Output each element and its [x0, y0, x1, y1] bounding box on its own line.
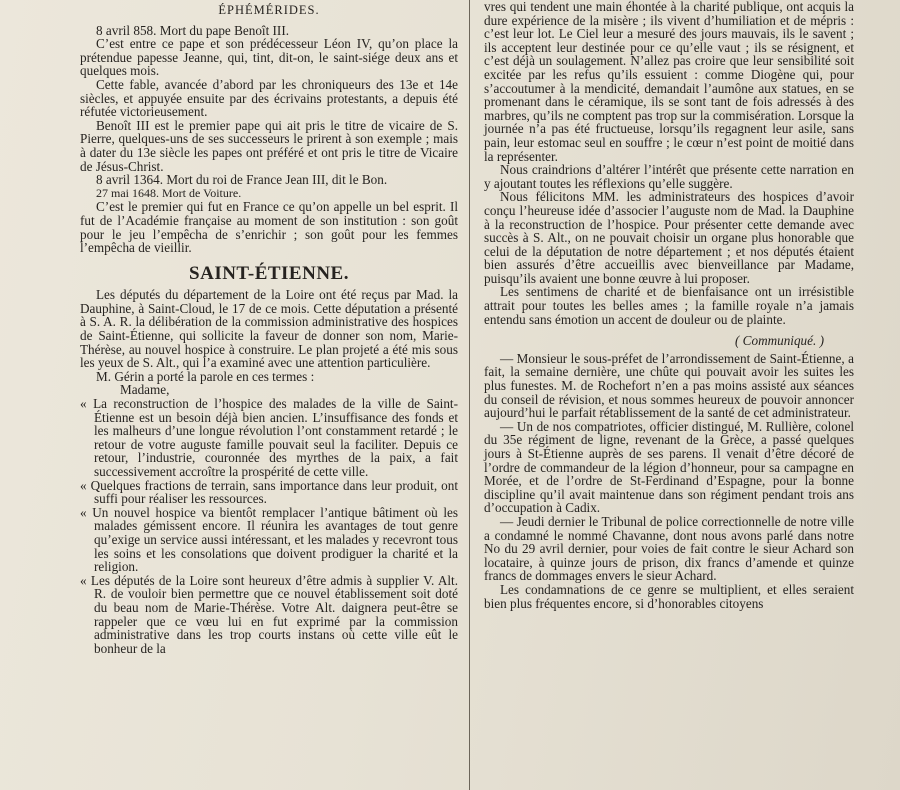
column-divider	[469, 0, 470, 790]
article-paragraph: Les sentimens de charité et de bienfaisance ont un irrésistible attrait pour toutes les belles ames ; la famille royale n’a jamais entendu sans émotion un accent de douleur ou de plainte.	[484, 284, 854, 327]
signature: ( Communiqué. )	[734, 333, 824, 349]
article-intro: Les députés du département de la Loire ont été reçus par Mad. la Dauphine, à Saint-Cloud, le 17 de ce mois. Cette députation a présenté à S. A. R. la délibération de la commission administrative des hospices de Saint-Étienne, qui sollicite la faveur de donner son nom, Marie-Thérèse, au nouvel hospice à construire. Le plan projeté a été mis sous les yeux de S. Alt., qui l’a examiné avec une attention particulière.	[80, 287, 458, 371]
quote-paragraph: « La reconstruction de l’hospice des malades de la ville de Saint-Étienne est un besoin déjà bien ancien. L’insuffisance des fonds et les malheurs d’une longue révolution l’ont constamment retardé ; le retour de votre auguste famille pouvait seul la faciliter. Depuis ce retour, l’industrie, couronnée des myrthes de la paix, a fait successivement accroître la prospérité de cette ville.	[94, 397, 458, 479]
article-paragraph: Nous félicitons MM. les administrateurs des hospices d’avoir conçu l’heureuse idée d’associer l’auguste nom de Mad. la Dauphine à la reconstruction de l’hospice. Pour présenter cette demande avec succès à S. Alt., on ne pouvait choisir un organe plus honorable que celui de la députation de notre département ; et nos députés étaient bien assurés d’être accueillis avec bienveillance par Madame, puisqu’ils avaient une bonne œuvre à lui proposer.	[484, 189, 854, 286]
article-paragraph: Nous craindrions d’altérer l’intérêt que présente cette narration en y ajoutant toutes les réflexions qu’elle suggère.	[484, 162, 854, 191]
ephemeris-entry: C’est le premier qui fut en France ce qu’on appelle un bel esprit. Il fut de l’Académie française au moment de son institution : son goût pour le jeu l’empêcha de s’enrichir ; son goût pour les femmes l’empêcha de vieillir.	[80, 199, 458, 256]
quote-paragraph: « Les députés de la Loire sont heureux d’être admis à supplier V. Alt. R. de vouloir bien permettre que ce nouvel établissement soit doté du beau nom de Marie-Thérèse. Votre Alt. daignera peut-être se rappeler que ce vœu lui en fut exprimé par la commission administrative dans les trop courts instans où cette ville eût le bonheur de la	[94, 574, 458, 656]
quote-paragraph: « Un nouvel hospice va bientôt remplacer l’antique bâtiment où les malades gémissent encore. Il réunira les avantages de tout genre qu’exige un service aussi intéressant, et les malades y recevront tous les soins et les consolations que doivent prodiguer la charité et la religion.	[94, 506, 458, 574]
article-paragraph: vres qui tendent une main éhontée à la charité publique, ont acquis la dure expérience de la misère ; ils vivent d’humiliation et de mépris : c’est leur lot. Le Ciel leur a mesuré des jours mauvais, ils le savent ; ils acceptent leur destinée pour ce qu’elle vaut ; ils se résignent, et c’est déjà un soulagement. N’allez pas croire que leur sensibilité soit excitée par les refus qu’ils essuient : comme Diogène qui, pour s’accoutumer à la mendicité, demandait l’aumône aux statues, en se promenant dans le céramique, ils se sont tant de fois adressés à des marbres, qu’ils ne comptent pas trop sur la commisération. Lorsque la journée n’a pas été fructueuse, lorsqu’ils regagnent leur asile, sans pain, leur estomac seul en souffre ; le cœur n’est point de moitié dans la représenter.	[484, 0, 854, 164]
right-column	[484, 0, 854, 610]
news-item: Les condamnations de ce genre se multiplient, et elles seraient bien plus fréquentes encore, si d’honorables citoyens	[484, 581, 854, 611]
speaker-line: M. Gérin a porté la parole en ces termes :	[96, 368, 315, 384]
ephemeris-entry: 27 mai 1648. Mort de Voiture.	[96, 185, 242, 200]
ephemeris-entry: C’est entre ce pape et son prédécesseur Léon IV, qu’on place la prétendue papesse Jeanne, qui, tint, dit-on, le saint-siége deux ans et quelques mois.	[80, 36, 458, 79]
news-item: — Monsieur le sous-préfet de l’arrondissement de Saint-Étienne, a fait, la semaine dernière, une chûte qui pouvait avoir les suites les plus funestes. M. de Rochefort n’en a pas moins assisté aux séances du conseil de révision, et nous sommes heureux de pouvoir annoncer aujourd’hui le parfait rétablissement de la santé de cet administrateur.	[484, 350, 854, 421]
ephemerides-header: ÉPHÉMÉRIDES.	[218, 3, 320, 17]
ephemeris-entry: 8 avril 858. Mort du pape Benoît III.	[96, 22, 290, 38]
news-item: — Un de nos compatriotes, officier distingué, M. Rullière, colonel du 35e régiment de ligne, revenant de la Grèce, a passé quelques jours à St-Étienne auprès de ses parens. Il venait d’être décoré de l’ordre de commandeur de la légion d’honneur, pour sa campagne en Morée, et de l’ordre de St-Ferdinand d’Espagne, pour la bonne discipline qu’il avait maintenue dans son régiment pendant trois ans d’occupation à Cadix.	[484, 418, 854, 516]
ephemeris-entry: Benoît III est le premier pape qui ait pris le titre de vicaire de S. Pierre, quelques-uns de ses successeurs le prirent à son exemple ; mais à dater du 13e siècle les papes ont préféré et ont pris le titre de Vicaire de Jésus-Christ.	[80, 117, 458, 174]
salutation: Madame,	[120, 382, 170, 398]
section-title: SAINT-ÉTIENNE.	[189, 262, 349, 284]
news-item: — Jeudi dernier le Tribunal de police correctionnelle de notre ville a condamné le nommé Chavanne, dont nous avons parlé dans notre No du 29 avril dernier, pour voies de fait contre le sieur Achard son locataire, à quinze jours de prison, dix francs d’amende et quinze francs de dommages envers le sieur Achard.	[484, 513, 854, 584]
ephemeris-entry: 8 avril 1364. Mort du roi de France Jean III, dit le Bon.	[96, 172, 388, 188]
quote-paragraph: « Quelques fractions de terrain, sans importance dans leur produit, ont suffi pour réaliser les ressources.	[94, 479, 458, 506]
left-column	[80, 0, 458, 655]
ephemeris-entry: Cette fable, avancée d’abord par les chroniqueurs des 13e et 14e siècles, et appuyée ensuite par des écrivains protestants, a depuis été réfutée victorieusement.	[80, 76, 458, 120]
